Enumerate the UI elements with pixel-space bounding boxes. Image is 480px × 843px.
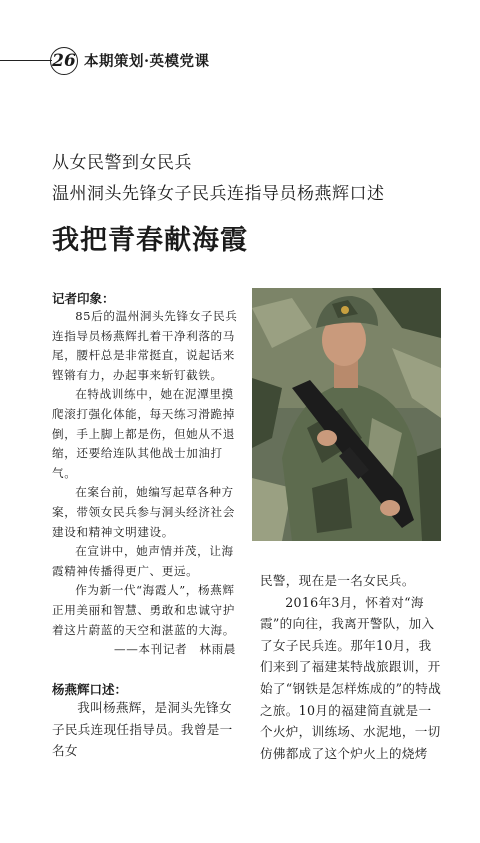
narration-paragraph: 2016年3月，怀着对“海霞”的向往，我离开警队，加入了女子民兵连。那年10月，我们来到了福建某特战旅跟训，开始了“钢铁是怎样炼成的”的特战之旅。10月的福建简直就是一个火炉，训练场、水泥地，一切仿佛都成了这个炉火上的烧烤	[260, 594, 442, 761]
soldier-photo	[252, 288, 441, 541]
impression-paragraph: 作为新一代“海霞人”，杨燕辉正用美丽和智慧、勇敢和忠诚守护着这片蔚蓝的天空和湛蓝的大海。	[52, 583, 235, 637]
section-title: 本期策划·英模党课	[84, 53, 210, 70]
impression-paragraph: 在案台前，她编写起草各种方案，带领女民兵参与洞头经济社会建设和精神文明建设。	[52, 485, 235, 539]
narration-paragraph: 民警，现在是一名女民兵。	[260, 573, 415, 588]
narration-label: 杨燕辉口述：	[52, 682, 128, 697]
impression-paragraph: 在特战训练中，她在泥潭里摸爬滚打强化体能，每天练习滑跪掉倒，手上脚上都是伤，但她从不退缩，还要给连队其他战士加油打气。	[52, 387, 235, 480]
impression-paragraph: 在宣讲中，她声情并茂，让海霞精神传播得更广、更远。	[52, 544, 234, 578]
narration-text-left	[52, 697, 242, 762]
article-title: 我把青春献海霞	[52, 225, 248, 256]
header-rule	[0, 60, 52, 61]
impression-text	[52, 307, 240, 660]
narration-text-right	[260, 570, 442, 764]
impression-label: 记者印象：	[52, 291, 115, 306]
narration-paragraph: 我叫杨燕辉，是洞头先锋女子民兵连现任指导员。我曾是一名女	[52, 700, 233, 759]
subtitle-1: 从女民警到女民兵	[52, 153, 192, 173]
subtitle-2: 温州洞头先锋女子民兵连指导员杨燕辉口述	[52, 184, 385, 204]
page-number: 26	[50, 47, 78, 75]
reporter-credit: ——本刊记者 林雨晨	[114, 642, 236, 657]
impression-paragraph: 85后的温州洞头先锋女子民兵连指导员杨燕辉扎着干净利落的马尾，腰杆总是非常挺直，说起话来铿锵有力，办起事来斩钉截铁。	[52, 309, 238, 382]
soldier-photo-illustration	[252, 288, 441, 541]
